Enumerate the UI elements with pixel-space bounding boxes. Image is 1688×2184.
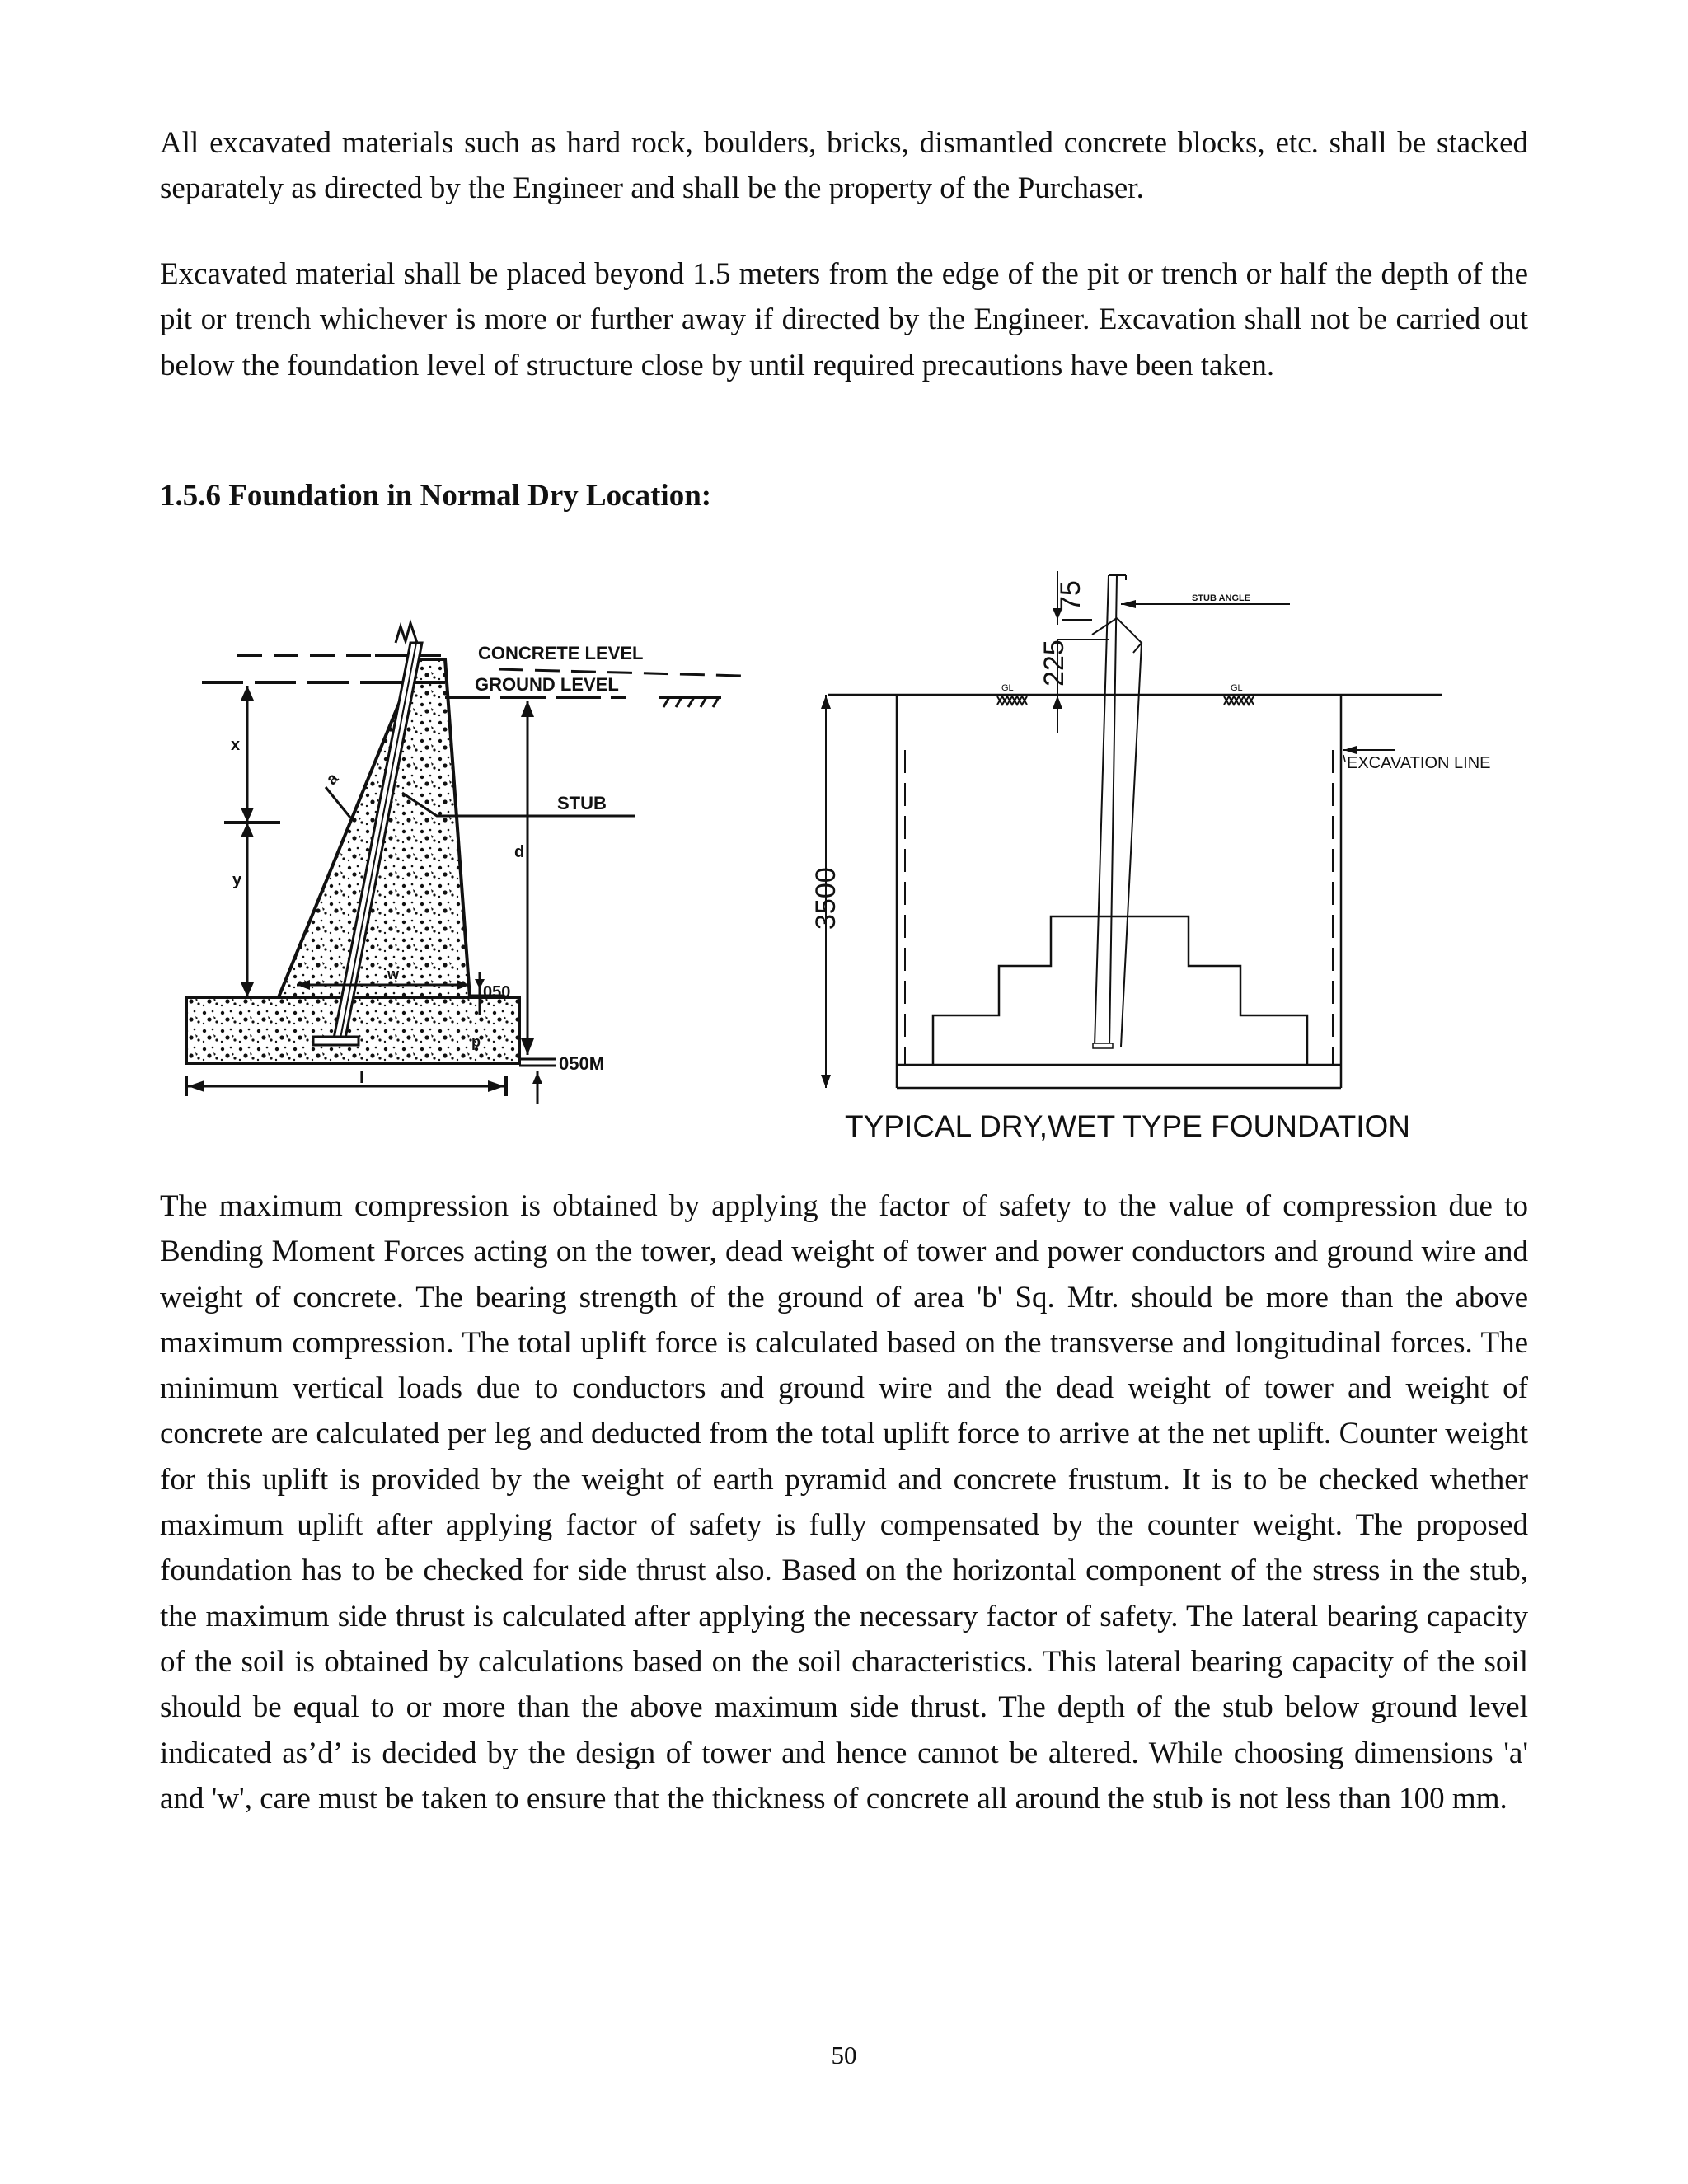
concrete-level-label: CONCRETE LEVEL [478, 643, 644, 663]
dim-p-label: p [471, 1033, 481, 1050]
foundation-section-figure [165, 610, 758, 1104]
dim-x-label: x [231, 736, 241, 754]
dim-a-label: a [322, 769, 342, 790]
stepped-foundation [933, 916, 1307, 1065]
dim-y-label: y [232, 871, 242, 889]
dim-w-label: w [387, 966, 400, 982]
paragraph-excavated-placement: Excavated material shall be placed beyond 1.5 meters from the edge of the pit or trench or half the depth of the pit or trench whichever is more or further away if directed by the Engineer. Excavation shall not be carried out below the foundation level of structure close by until required precautions have been taken. [160, 257, 1528, 382]
typical-foundation-figure [791, 560, 1517, 1143]
stub-angle-label: STUB ANGLE [1192, 593, 1251, 603]
gl-right-label: GL [1231, 683, 1243, 693]
dim-d-label: d [514, 843, 525, 861]
paragraph-foundation-design: The maximum compression is obtained by applying the factor of safety to the value of compression due to Bending Moment Forces acting on the tower, dead weight of tower and power conductors and ground wire and weight of concrete. The bearing strength of the ground of area 'b' Sq. Mtr. should be more than the above maximum compression. The total uplift force is calculated based on the transverse and longitudinal forces. The minimum vertical loads due to conductors and ground wire and the dead weight of tower and weight of concrete are calculated per leg and deducted from the total uplift force to arrive at the net uplift. Counter weight for this uplift is provided by the weight of earth pyramid and concrete frustum. It is to be checked whether maximum uplift after applying factor of safety is fully compensated by the counter weight. The proposed foundation has to be checked for side thrust also. Based on the horizontal component of the stress in the stub, the maximum side thrust is calculated after applying the necessary factor of safety. The lateral bearing capacity of the soil is obtained by calculations based on the soil characteristics. This lateral bearing capacity of the soil should be equal to or more than the above maximum side thrust. The depth of the stub below ground level indicated as’d’ is decided by the design of tower and hence cannot be altered. While choosing dimensions 'a' and 'w', care must be taken to ensure that the thickness of concrete all around the stub is not less than 100 mm. [160, 1189, 1528, 1816]
base-slab [186, 997, 519, 1063]
paragraph-excavated-materials: All excavated materials such as hard rock, boulders, bricks, dismantled concrete blocks, etc. shall be stacked separately as directed by the Engineer and shall be the property of the Purchaser. [160, 126, 1528, 206]
ground-hatch-icon [659, 697, 721, 707]
dim-l-label: l [359, 1069, 364, 1087]
dim-050m-label: 050M [559, 1053, 605, 1074]
excavation-line-label: EXCAVATION LINE [1347, 754, 1491, 772]
dim-3500-label: 3500 [810, 867, 842, 930]
stub-angle [1092, 575, 1142, 1048]
figure-caption: TYPICAL DRY,WET TYPE FOUNDATION [845, 1109, 1410, 1143]
gl-left-label: GL [1001, 683, 1014, 693]
page-number: 50 [831, 2041, 857, 2069]
section-heading: 1.5.6 Foundation in Normal Dry Location: [160, 479, 712, 513]
ground-level-label: GROUND LEVEL [475, 674, 619, 695]
dim-050-label: 050 [483, 983, 511, 1001]
dim-225-label: 225 [1039, 640, 1070, 687]
stub-label: STUB [557, 793, 607, 813]
dim-75-label: 75 [1055, 580, 1086, 612]
